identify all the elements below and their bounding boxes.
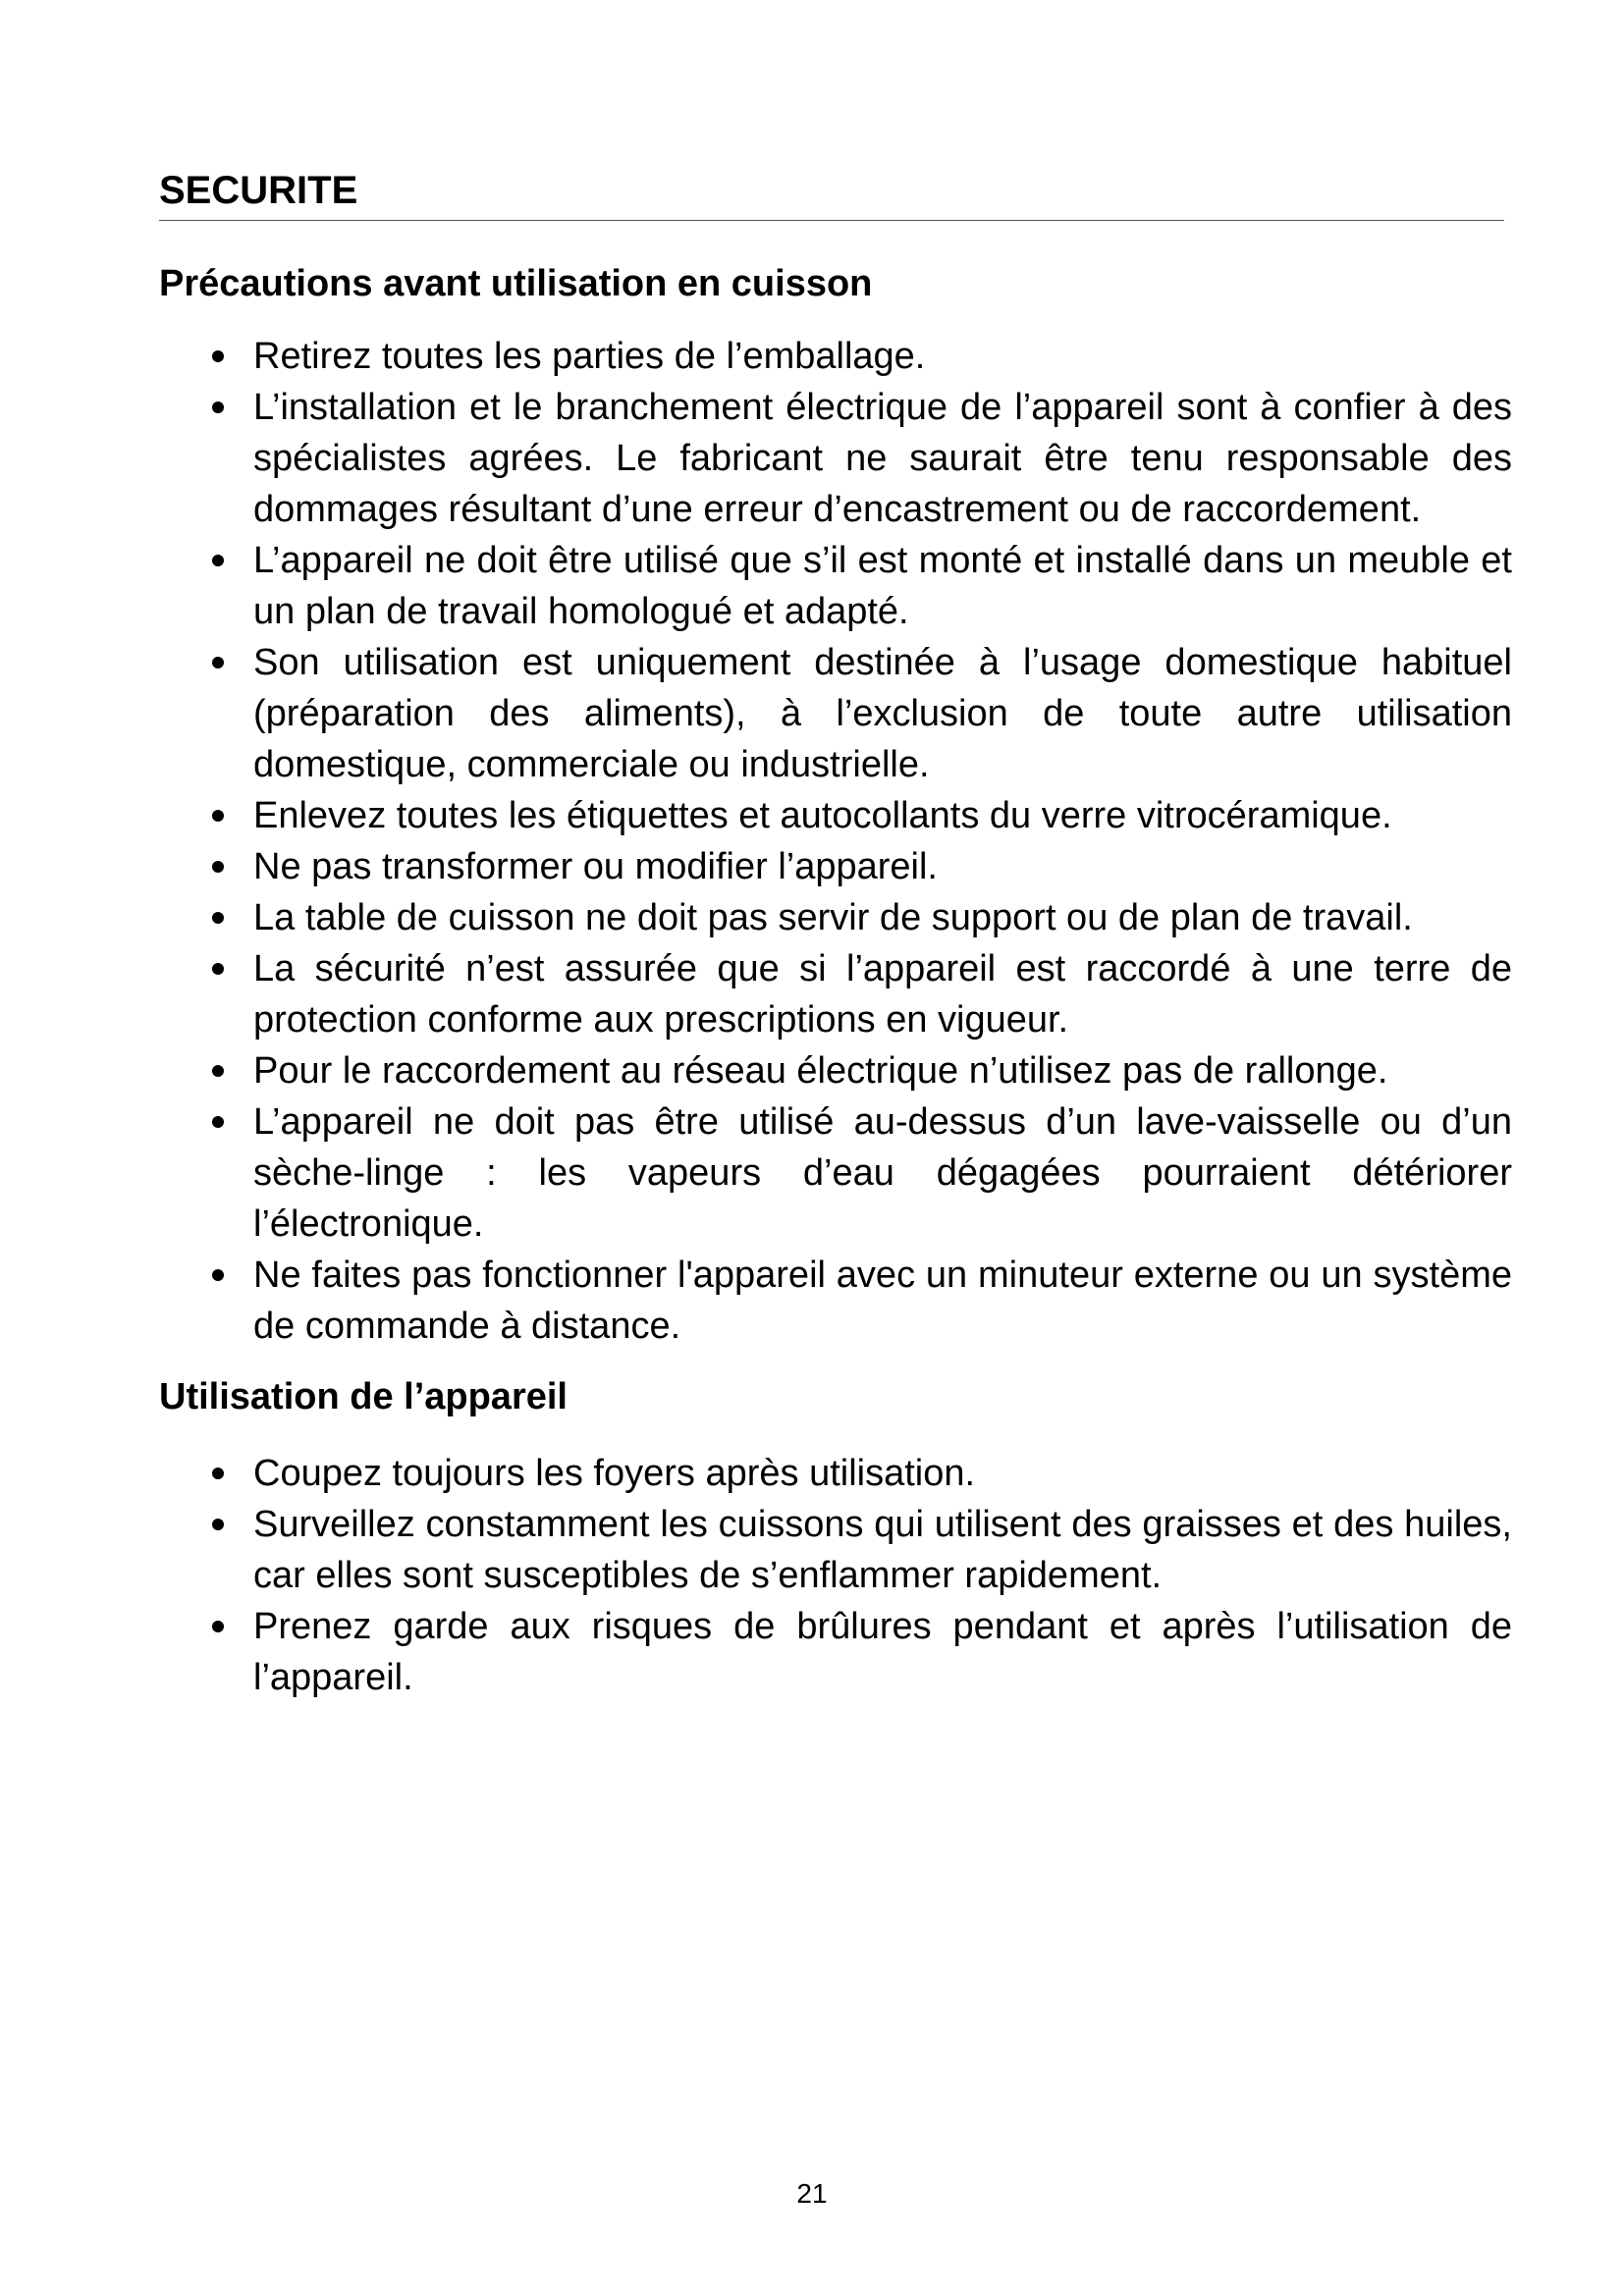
- bullet-icon: [212, 555, 224, 566]
- list-item: [253, 943, 1512, 1045]
- list-item-text: La table de cuisson ne doit pas servir de support ou de plan de travail.: [253, 897, 1413, 938]
- list-item: [253, 892, 1512, 943]
- list-item-text: Retirez toutes les parties de l’emballage.: [253, 336, 926, 377]
- list-item: [253, 535, 1512, 637]
- list-item: [253, 382, 1512, 535]
- list-item: [253, 1250, 1512, 1352]
- list-item: [253, 1096, 1512, 1250]
- bullet-icon: [212, 350, 224, 362]
- bullet-icon: [212, 861, 224, 873]
- list-item-text: Enlevez toutes les étiquettes et autocollants du verre vitrocéramique.: [253, 795, 1392, 836]
- precautions-list: [159, 331, 1512, 1352]
- subheading-precautions: Précautions avant utilisation en cuisson: [159, 263, 873, 304]
- list-item: [253, 790, 1512, 841]
- list-item: [253, 1601, 1512, 1703]
- bullet-icon: [212, 1116, 224, 1128]
- bullet-icon: [212, 1269, 224, 1281]
- list-item: [253, 841, 1512, 892]
- bullet-icon: [212, 401, 224, 413]
- list-item: [253, 1499, 1512, 1601]
- list-item-text: Ne pas transformer ou modifier l’appareil.: [253, 846, 938, 887]
- list-item: [253, 1448, 1512, 1499]
- page-number: 21: [796, 2178, 828, 2209]
- utilisation-list: [159, 1448, 1512, 1703]
- list-item-text: L’appareil ne doit être utilisé que s’il est monté et installé dans un meuble et un plan de travail homologué et adapté.: [253, 540, 1512, 632]
- list-item-text: L’appareil ne doit pas être utilisé au-dessus d’un lave-vaisselle ou d’un sèche-linge : les vapeurs d’eau dégagées pourraient détériorer l’électronique.: [253, 1101, 1512, 1245]
- bullet-icon: [212, 1468, 224, 1479]
- bullet-icon: [212, 1519, 224, 1530]
- bullet-icon: [212, 810, 224, 822]
- list-item-text: Ne faites pas fonctionner l'appareil avec un minuteur externe ou un système de commande à distance.: [253, 1255, 1512, 1347]
- section-title: SECURITE: [159, 167, 1504, 221]
- list-item: [253, 1045, 1512, 1096]
- list-item: [253, 331, 1512, 382]
- list-item-text: Prenez garde aux risques de brûlures pendant et après l’utilisation de l’appareil.: [253, 1606, 1512, 1698]
- document-page: [159, 167, 1512, 1703]
- list-item: [253, 637, 1512, 790]
- bullet-icon: [212, 1065, 224, 1077]
- list-item-text: Son utilisation est uniquement destinée à l’usage domestique habituel (préparation des aliments), à l’exclusion de toute autre utilisation domestique, commerciale ou industrielle.: [253, 642, 1512, 785]
- list-item-text: Surveillez constamment les cuissons qui utilisent des graisses et des huiles, car elles sont susceptibles de s’enflammer rapidement.: [253, 1504, 1512, 1596]
- bullet-icon: [212, 912, 224, 924]
- bullet-icon: [212, 963, 224, 975]
- list-item-text: La sécurité n’est assurée que si l’appareil est raccordé à une terre de protection conforme aux prescriptions en vigueur.: [253, 948, 1512, 1041]
- bullet-icon: [212, 657, 224, 668]
- list-item-text: Coupez toujours les foyers après utilisation.: [253, 1453, 976, 1494]
- bullet-icon: [212, 1621, 224, 1632]
- list-item-text: L’installation et le branchement électrique de l’appareil sont à confier à des spécialistes agrées. Le fabricant ne saurait être tenu responsable des dommages résultant d’une erreur d’encastrement ou de raccordement.: [253, 387, 1512, 530]
- subheading-utilisation: Utilisation de l’appareil: [159, 1376, 568, 1417]
- list-item-text: Pour le raccordement au réseau électrique n’utilisez pas de rallonge.: [253, 1050, 1388, 1092]
